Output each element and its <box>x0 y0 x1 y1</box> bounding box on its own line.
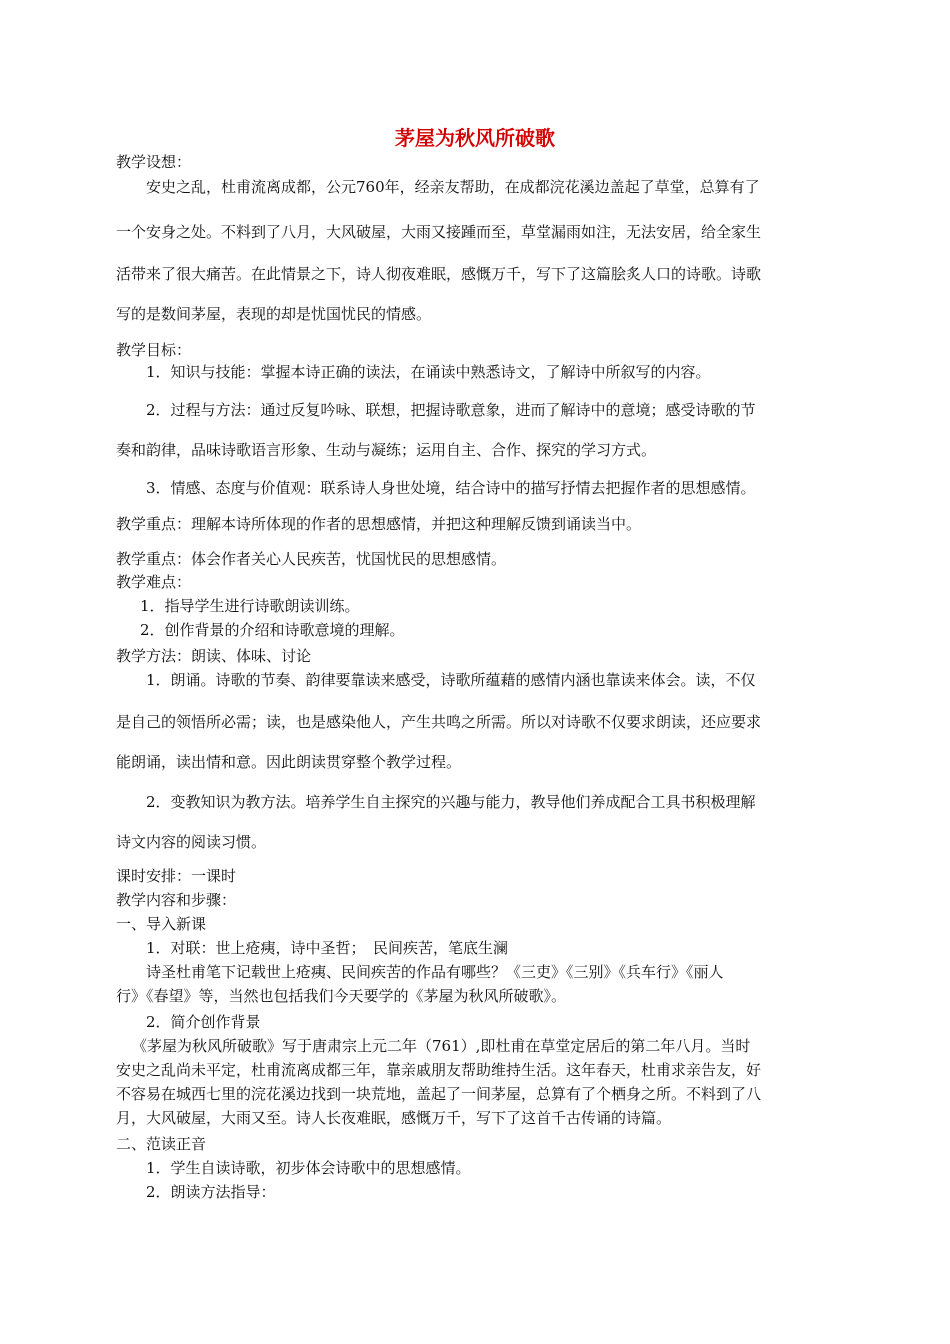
section-heading-goals: 教学目标： <box>116 341 192 359</box>
paragraph-line: 一个安身之处。不料到了八月，大风破屋，大雨又接踵而至，草堂漏雨如注，无法安居，给全家生 <box>116 223 762 241</box>
paragraph-line: 是自己的领悟所必需；读，也是感染他人，产生共鸣之所需。所以对诗歌不仅要求朗读，还应要求 <box>116 713 762 731</box>
list-item: 1．对联：世上疮痍，诗中圣哲； 民间疾苦，笔底生澜 <box>146 939 509 957</box>
section-heading-design: 教学设想： <box>116 153 192 171</box>
paragraph-line: 行》《春望》等，当然也包括我们今天要学的《茅屋为秋风所破歌》。 <box>116 987 567 1005</box>
section-heading-schedule: 课时安排：一课时 <box>116 867 237 885</box>
paragraph-line: 诗圣杜甫笔下记载世上疮痍、民间疾苦的作品有哪些？《三吏》《三别》《兵车行》《丽人 <box>146 963 724 981</box>
list-item: 1．知识与技能：掌握本诗正确的读法，在诵读中熟悉诗文，了解诗中所叙写的内容。 <box>146 363 711 381</box>
list-item: 2．过程与方法：通过反复吟咏、联想，把握诗歌意象，进而了解诗中的意境；感受诗歌的节 <box>146 401 756 419</box>
list-item: 2．朗读方法指导： <box>146 1183 276 1201</box>
list-item: 1．学生自读诗歌，初步体会诗歌中的思想感情。 <box>146 1159 471 1177</box>
list-item: 2．简介创作背景 <box>146 1013 261 1031</box>
list-item: 1．朗诵。诗歌的节奏、韵律要靠读来感受，诗歌所蕴藉的感情内涵也靠读来体会。读，不仅 <box>146 671 756 689</box>
list-item: 2．变教知识为教方法。培养学生自主探究的兴趣与能力，教导他们养成配合工具书积极理解 <box>146 793 756 811</box>
paragraph-line: 写的是数间茅屋，表现的却是忧国忧民的情感。 <box>116 305 432 323</box>
list-item: 3．情感、态度与价值观：联系诗人身世处境，结合诗中的描写抒情去把握作者的思想感情。 <box>146 479 756 497</box>
paragraph-line: 奏和韵律，品味诗歌语言形象、生动与凝练；运用自主、合作、探究的学习方式。 <box>116 441 657 459</box>
paragraph-line: 月，大风破屋，大雨又至。诗人长夜难眠，感慨万千，写下了这首千古传诵的诗篇。 <box>116 1109 672 1127</box>
paragraph-line: 能朗诵，读出情和意。因此朗读贯穿整个教学过程。 <box>116 753 462 771</box>
paragraph-line: 《茅屋为秋风所破歌》写于唐肃宗上元二年（761）,即杜甫在草堂定居后的第二年八月。当时 <box>132 1037 751 1055</box>
list-item: 1．指导学生进行诗歌朗读训练。 <box>140 597 360 615</box>
paragraph-line: 活带来了很大痛苦。在此情景之下，诗人彻夜难眠，感慨万千，写下了这篇脍炙人口的诗歌。诗歌 <box>116 265 762 283</box>
subsection-heading: 一、导入新课 <box>116 915 207 933</box>
subsection-heading: 二、范读正音 <box>116 1135 207 1153</box>
section-heading-key-point: 教学重点：理解本诗所体现的作者的思想感情，并把这种理解反馈到诵读当中。 <box>116 515 642 533</box>
list-item: 2．创作背景的介绍和诗歌意境的理解。 <box>140 621 405 639</box>
section-heading-steps: 教学内容和步骤： <box>116 891 237 909</box>
paragraph-line: 诗文内容的阅读习惯。 <box>116 833 267 851</box>
document-title: 茅屋为秋风所破歌 <box>395 126 555 150</box>
section-heading-key-point: 教学重点：体会作者关心人民疾苦，忧国忧民的思想感情。 <box>116 550 507 568</box>
paragraph-line: 安史之乱尚未平定，杜甫流离成都三年，靠亲戚朋友帮助维持生活。这年春天，杜甫求亲告友，好 <box>116 1061 762 1079</box>
paragraph-line: 安史之乱，杜甫流离成都，公元760年，经亲友帮助，在成都浣花溪边盖起了草堂，总算有了 <box>146 178 760 196</box>
paragraph-line: 不容易在城西七里的浣花溪边找到一块荒地，盖起了一间茅屋，总算有了个栖身之所。不料到了八 <box>116 1085 762 1103</box>
section-heading-method: 教学方法：朗读、体味、讨论 <box>116 647 312 665</box>
section-heading-difficulty: 教学难点： <box>116 573 192 591</box>
